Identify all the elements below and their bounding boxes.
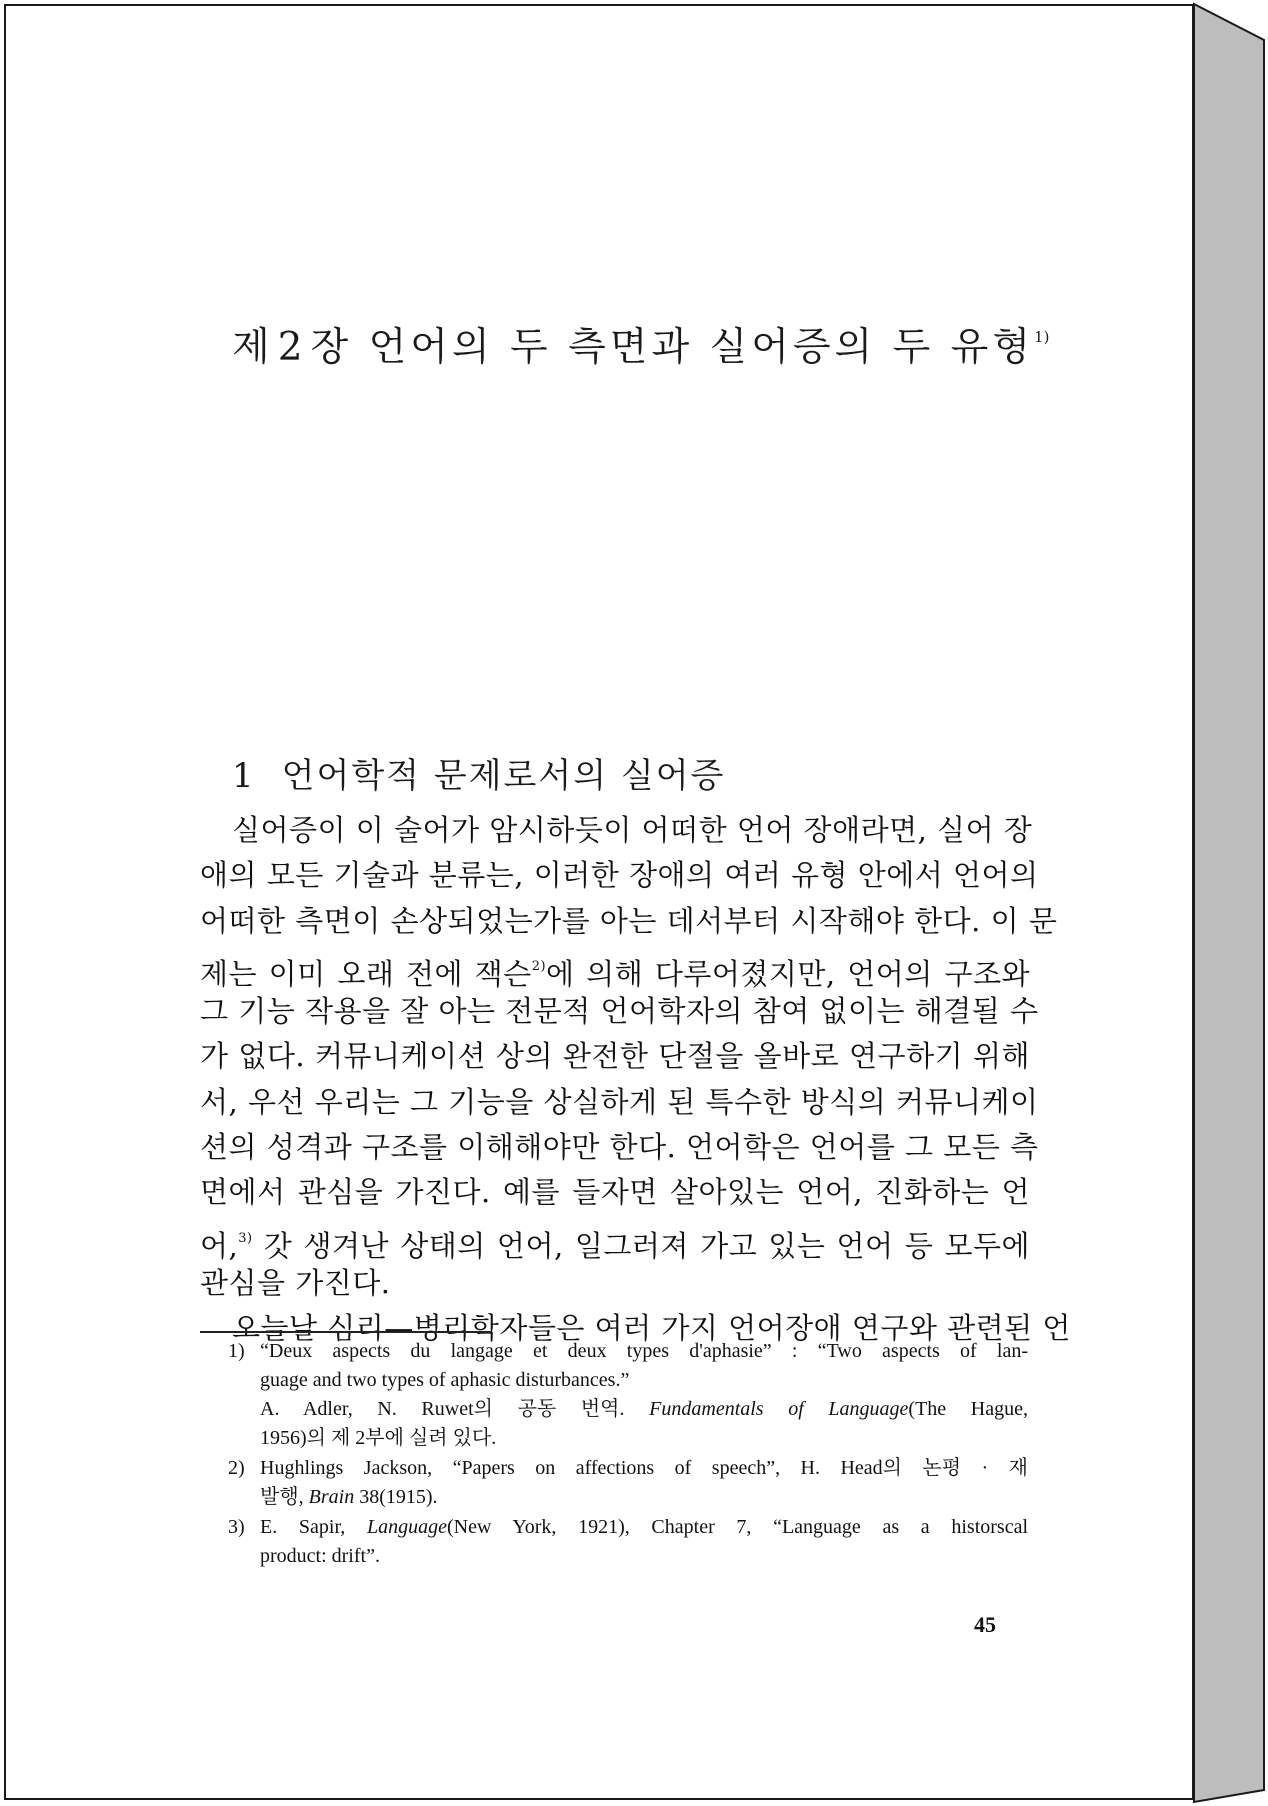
footnote-text: 38(1915).	[359, 1486, 438, 1508]
body-line: 관심을 가진다.	[200, 1265, 391, 1300]
footnote-line: guage and two types of aphasic disturbances.”	[260, 1369, 630, 1391]
section-number: 1	[232, 756, 256, 797]
footnote-line: “Deux aspects du langage et deux types d'aphasie” : “Two aspects of lan-	[260, 1340, 1028, 1362]
footnote-line: 1956)의 제 2부에 실려 있다.	[260, 1427, 497, 1449]
chapter-footnote-mark[interactable]: 1)	[1034, 328, 1050, 347]
footnote-line: Hughlings Jackson, “Papers on affections of speech”, H. Head의 논평 · 재	[260, 1457, 1028, 1479]
body-line: 실어증이 이 술어가 암시하듯이 어떠한 언어 장애라면, 실어 장	[232, 813, 1033, 847]
body-line-segment: 에 의해 다루어졌지만, 언어의 구조와	[546, 956, 1030, 991]
body-line: 션의 성격과 구조를 이해해야만 한다. 언어학은 언어를 그 모든 측	[200, 1130, 1039, 1165]
footnote-line	[260, 1513, 1028, 1542]
page-number: 45	[974, 1612, 996, 1637]
footnote-line	[260, 1483, 1028, 1512]
footnotes	[228, 1337, 1028, 1571]
footnote-text: 발행,	[260, 1486, 304, 1508]
footnote-credit: A. Adler, N. Ruwet의 공동 번역.	[260, 1398, 625, 1420]
body-text	[200, 808, 1071, 1352]
footnote-ref-3[interactable]: 3)	[238, 1230, 253, 1246]
body-line-segment: 어,	[200, 1228, 239, 1263]
chapter-title-text: 언어의 두 측면과 실어증의 두 유형	[368, 325, 1035, 371]
footnote-text: (New York, 1921), Chapter 7, “Language as a historscal	[446, 1516, 1029, 1538]
footnote-line: product: drift”.	[260, 1545, 380, 1567]
footnote-line	[260, 1395, 1028, 1424]
footnote-1	[228, 1337, 1028, 1453]
chapter-label-prefix: 제	[232, 325, 274, 371]
section-title: 언어학적 문제로서의 실어증	[281, 756, 726, 797]
body-line: 오늘날 심리—병리학자들은 여러 가지 언어장애 연구와 관련된 언	[232, 1311, 1071, 1346]
footnote-number: 2)	[228, 1457, 245, 1479]
chapter-label-suffix: 장	[310, 325, 353, 371]
body-line-segment: 갓 생겨난 상태의 언어, 일그러져 가고 있는 언어 등 모두에	[252, 1228, 1030, 1263]
footnote-publisher: (The Hague,	[908, 1398, 1029, 1420]
body-line: 면에서 관심을 가진다. 예를 들자면 살아있는 언어, 진화하는 언	[200, 1175, 1030, 1210]
body-line	[200, 1216, 1030, 1261]
body-line: 어떠한 측면이 손상되었는가를 아는 데서부터 시작해야 한다. 이 문	[200, 903, 1058, 938]
footnote-2	[228, 1454, 1028, 1512]
footnote-ref-2[interactable]: 2)	[531, 958, 547, 974]
footnote-author: E. Sapir,	[260, 1516, 346, 1538]
footnote-journal: Brain	[308, 1486, 355, 1508]
body-line: 그 기능 작용을 잘 아는 전문적 언어학자의 참여 없이는 해결될 수	[200, 994, 1039, 1029]
footnote-3	[228, 1513, 1028, 1571]
body-line: 가 없다. 커뮤니케이션 상의 완전한 단절을 올바로 연구하기 위해	[200, 1039, 1030, 1074]
footnote-number: 3)	[228, 1516, 245, 1538]
footnote-number: 1)	[228, 1340, 245, 1362]
body-line: 애의 모든 기술과 분류는, 이러한 장애의 여러 유형 안에서 언어의	[200, 858, 1039, 893]
chapter-number: 2	[277, 325, 307, 371]
footnote-divider	[200, 1331, 492, 1333]
body-line	[200, 944, 1030, 989]
footnote-book-title: Fundamentals of Language	[649, 1398, 909, 1420]
section-heading	[232, 748, 725, 797]
footnote-book-title: Language	[366, 1516, 447, 1538]
chapter-title	[232, 316, 1049, 372]
body-line: 서, 우선 우리는 그 기능을 상실하게 된 특수한 방식의 커뮤니케이	[200, 1084, 1039, 1119]
body-line-segment: 제는 이미 오래 전에 잭슨	[200, 956, 532, 991]
